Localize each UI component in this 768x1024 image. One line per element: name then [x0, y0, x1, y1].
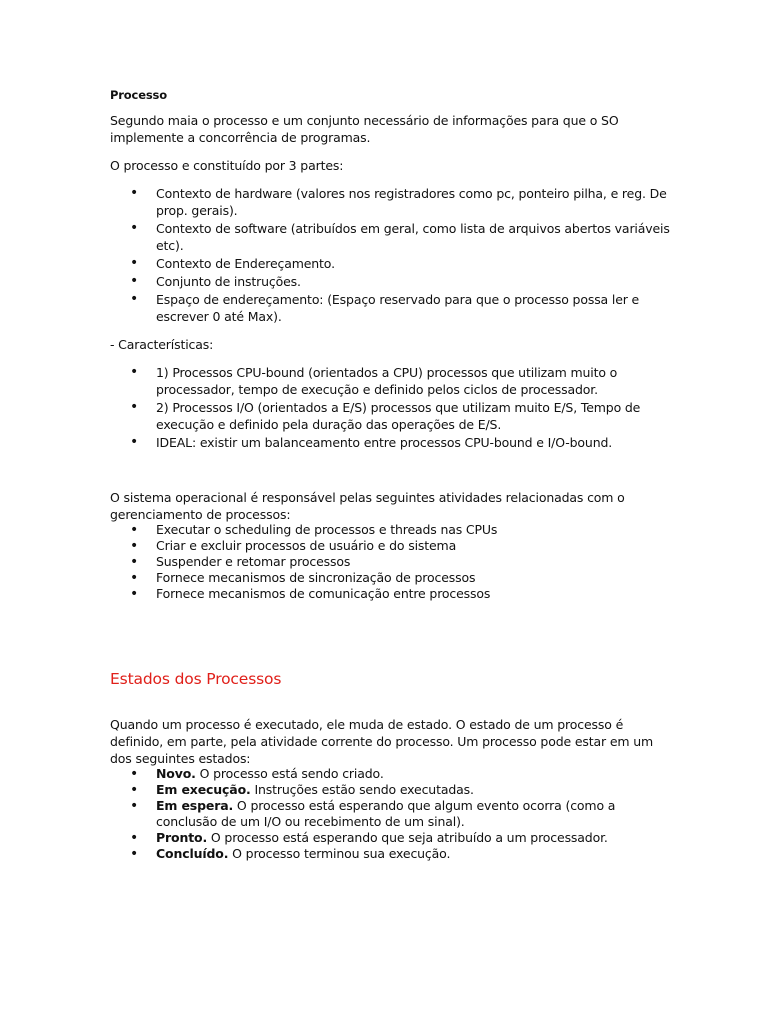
state-term: Em espera. — [156, 798, 234, 813]
list-item: • Fornece mecanismos de sincronização de processos — [110, 570, 670, 586]
state-item-concluido — [110, 846, 670, 862]
os-activities-list — [110, 522, 670, 602]
list-item: • Criar e excluir processos de usuário e do sistema — [110, 538, 670, 554]
state-term: Concluído. — [156, 846, 229, 861]
state-item-em-execucao — [110, 782, 670, 798]
list-item: • Fornece mecanismos de comunicação entre processos — [110, 586, 670, 602]
list-item: • Contexto de Endereçamento. — [110, 255, 670, 272]
state-description: O processo está esperando que algum evento ocorra (como a conclusão de um I/O ou recebimento de um sinal). — [156, 798, 616, 829]
states-intro-paragraph: Quando um processo é executado, ele muda de estado. O estado de um processo é definido, em parte, pela atividade corrente do processo. Um processo pode estar em um dos seguintes estados: — [110, 717, 654, 766]
list-item: • IDEAL: existir um balanceamento entre processos CPU-bound e I/O-bound. — [110, 434, 670, 451]
state-description: Instruções estão sendo executadas. — [250, 782, 474, 797]
state-description: O processo terminou sua execução. — [228, 846, 451, 861]
state-description: O processo está sendo criado. — [195, 766, 384, 781]
list-item: • 1) Processos CPU-bound (orientados a CPU) processos que utilizam muito o processador, tempo de execução e definido pelos ciclos de processador. — [110, 364, 670, 398]
parts-list — [110, 185, 670, 326]
list-item: • Conjunto de instruções. — [110, 273, 670, 290]
list-item: • Executar o scheduling de processos e threads nas CPUs — [110, 522, 670, 538]
list-item: • Suspender e retomar processos — [110, 554, 670, 570]
list-item: • 2) Processos I/O (orientados a E/S) processos que utilizam muito E/S, Tempo de execução e definido pela duração das operações de E/S. — [110, 399, 670, 433]
state-term: Pronto. — [156, 830, 208, 845]
list-item: • Espaço de endereçamento: (Espaço reservado para que o processo possa ler e escrever 0 até Max). — [110, 291, 670, 325]
state-item-pronto — [110, 830, 670, 846]
state-term: Novo. — [156, 766, 196, 781]
parts-intro: O processo e constituído por 3 partes: — [110, 158, 344, 173]
os-intro-paragraph: O sistema operacional é responsável pelas seguintes atividades relacionadas com o gerenciamento de processos: — [110, 490, 625, 522]
states-list — [110, 766, 670, 862]
section-heading: Estados dos Processos — [110, 670, 282, 688]
list-item: • Contexto de software (atribuídos em geral, como lista de arquivos abertos variáveis etc). — [110, 220, 670, 254]
state-item-novo — [110, 766, 670, 782]
list-item: • Contexto de hardware (valores nos registradores como pc, ponteiro pilha, e reg. De prop. gerais). — [110, 185, 670, 219]
section-title: Processo — [110, 88, 168, 102]
state-term: Em execução. — [156, 782, 251, 797]
state-description: O processo está esperando que seja atribuído a um processador. — [207, 830, 608, 845]
intro-paragraph: Segundo maia o processo e um conjunto necessário de informações para que o SO implemente a concorrência de programas. — [110, 113, 619, 145]
characteristics-label: - Características: — [110, 337, 214, 352]
state-item-em-espera — [110, 798, 670, 830]
characteristics-list — [110, 364, 670, 452]
